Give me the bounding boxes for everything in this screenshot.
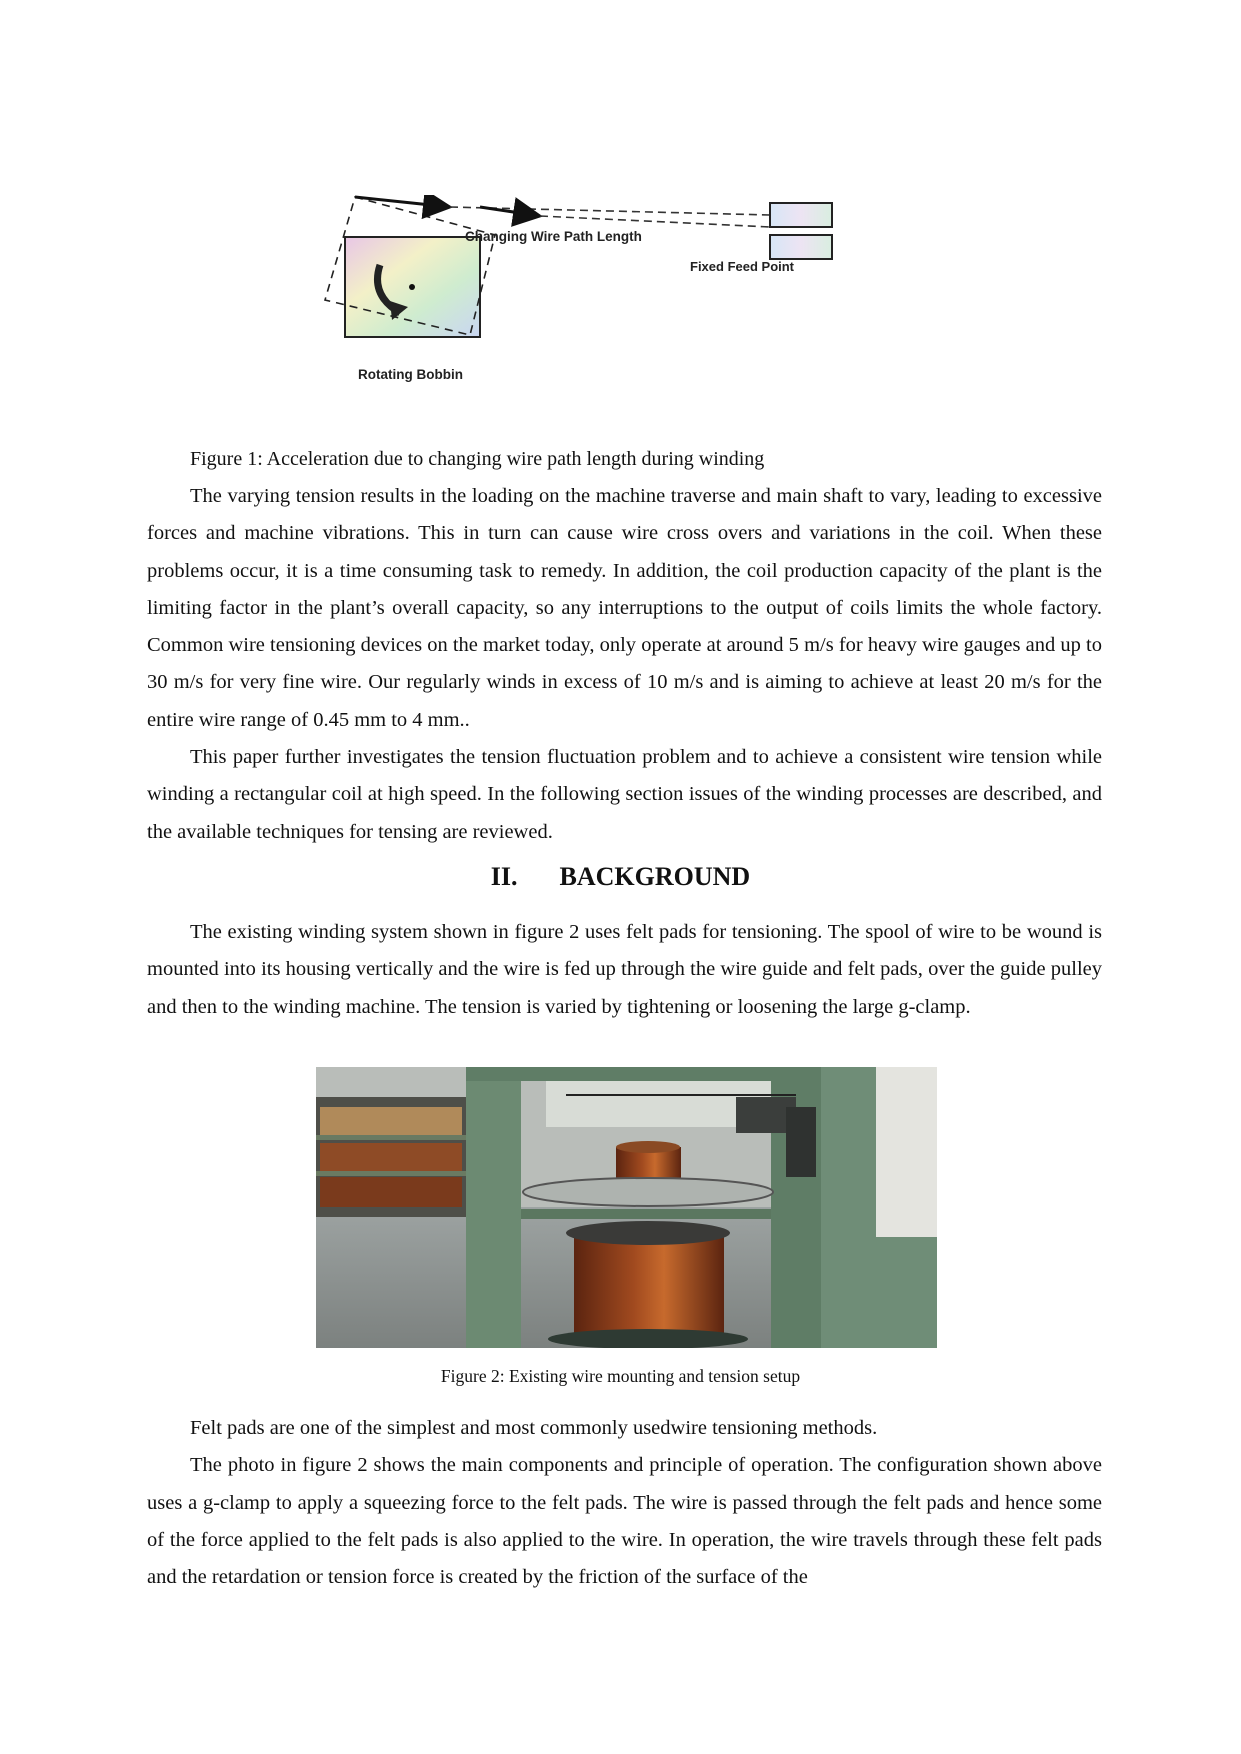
figure-2-photo [316,1067,937,1348]
figure-1-caption: Figure 1: Acceleration due to changing wire path length during winding [190,448,765,470]
label-rotating-bobbin: Rotating Bobbin [358,367,463,382]
label-fixed-feed-point: Fixed Feed Point [690,259,795,274]
bobbin-center-dot [409,284,415,290]
paragraph: Felt pads are one of the simplest and most commonly usedwire tensioning methods. [190,1417,878,1439]
paragraph: This paper further investigates the tension fluctuation problem and to achieve a consistent wire tension while winding a rectangular coil at high speed. In the following section issues of the winding processes are described, and the available techniques for tensing are reviewed. [147,746,1102,843]
wire-path-solid-1 [355,197,450,207]
label-changing-wire-path: Changing Wire Path Length [465,229,642,244]
paragraph: The existing winding system shown in figure 2 uses felt pads for tensioning. The spool of wire to be wound is mounted into its housing vertically and the wire is fed up through the wire guide and felt pads, over the guide pulley and then to the winding machine. The tension is varied by tightening or loosening the large g-clamp. [147,921,1102,1018]
body-text-intro [147,478,1102,851]
paragraph: The varying tension results in the loading on the machine traverse and main shaft to vary, leading to excessive forces and machine vibrations. This in turn can cause wire cross overs and variations in the coil. When these problems occur, it is a time consuming task to remedy. In addition, the coil production capacity of the plant is the limiting factor in the plant’s overall capacity, so any interruptions to the output of coils limits the whole factory. Common wire tensioning devices on the market today, only operate at around 5 m/s for heavy wire gauges and up to 30 m/s for very fine wire. Our regularly winds in excess of 10 m/s and is aiming to achieve at least 20 m/s for the entire wire range of 0.45 mm to 4 mm.. [147,485,1102,731]
body-text-background [147,914,1102,1026]
body-text-felt-pads [147,1410,1102,1596]
paragraph: The photo in figure 2 shows the main components and principle of operation. The configuration shown above uses a g-clamp to apply a squeezing force to the felt pads. The wire is passed through the felt pads and hence some of the force applied to the felt pads is also applied to the wire. In operation, the wire travels through these felt pads and the retardation or tension force is created by the friction of the surface of the [147,1454,1102,1589]
figure-2-caption: Figure 2: Existing wire mounting and tension setup [440,1366,801,1386]
section-title: BACKGROUND [559,862,751,891]
figure-1-diagram [300,195,960,405]
feed-point-box-bottom [770,235,832,259]
feed-point-box-top [770,203,832,227]
section-heading [0,862,1241,892]
section-number: II. [490,862,518,891]
wire-path-dashed-2 [540,216,770,227]
